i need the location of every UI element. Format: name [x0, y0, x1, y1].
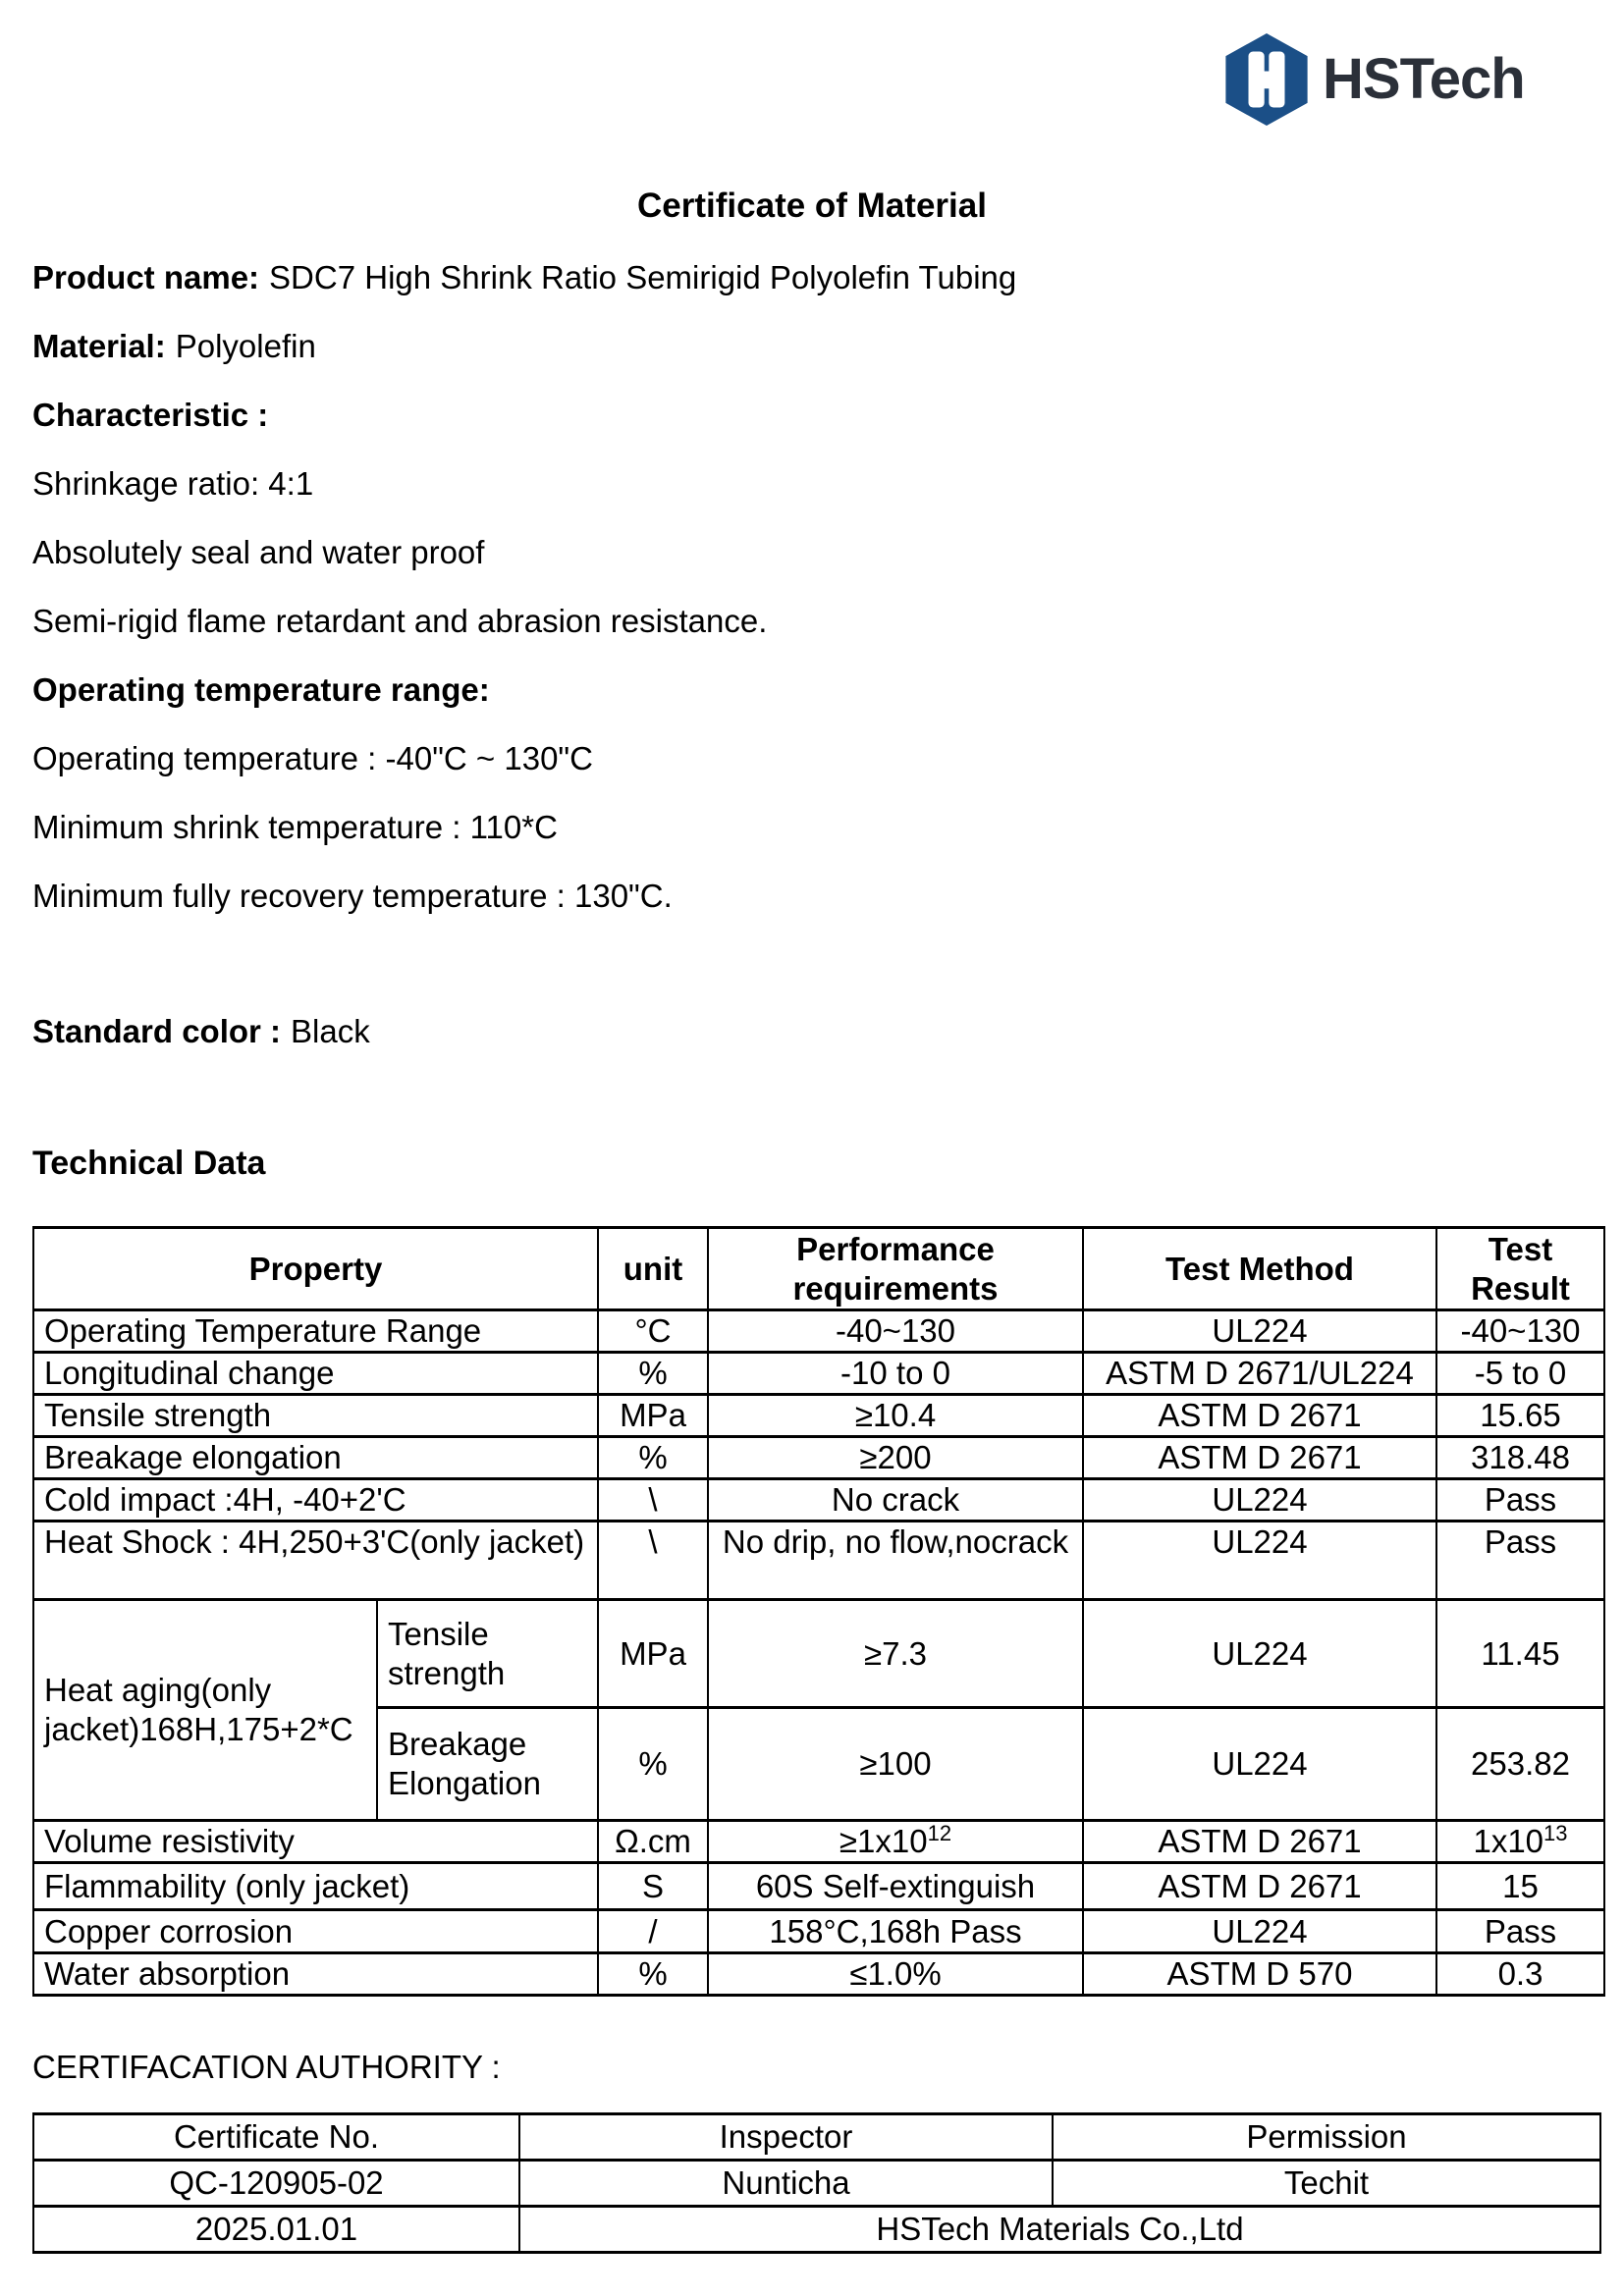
cell-property: Copper corrosion: [33, 1910, 598, 1953]
characteristic-line: Absolutely seal and water proof: [32, 534, 485, 570]
cell-result: [1436, 1821, 1604, 1863]
table-header-row: [33, 1228, 1604, 1310]
cell-requirement: ≥7.3: [708, 1600, 1083, 1708]
cell-result: Pass: [1436, 1479, 1604, 1522]
cell-unit: %: [598, 1708, 708, 1821]
cell-unit: %: [598, 1437, 708, 1479]
cell-method: UL224: [1083, 1522, 1436, 1600]
permission-value: Techit: [1053, 2161, 1600, 2207]
table-row: [33, 1395, 1604, 1437]
cell-result: 11.45: [1436, 1600, 1604, 1708]
hstech-logo: [1220, 31, 1525, 128]
cell-unit: %: [598, 1953, 708, 1996]
cell-requirement: -10 to 0: [708, 1353, 1083, 1395]
cell-subproperty: Breakage Elongation: [377, 1708, 598, 1821]
table-row: [33, 1863, 1604, 1910]
material-label: Material:: [32, 328, 166, 364]
technical-data-heading: Technical Data: [32, 1145, 266, 1182]
characteristic-line: Shrinkage ratio: 4:1: [32, 465, 314, 502]
cell-unit: Ω.cm: [598, 1821, 708, 1863]
cell-subproperty: Tensile strength: [377, 1600, 598, 1708]
cell-requirement: [708, 1821, 1083, 1863]
header-permission: Permission: [1053, 2114, 1600, 2161]
cell-method: ASTM D 2671: [1083, 1863, 1436, 1910]
authority-header-row: [33, 2114, 1600, 2161]
cell-requirement: 60S Self-extinguish: [708, 1863, 1083, 1910]
cell-property: Longitudinal change: [33, 1353, 598, 1395]
cell-unit: MPa: [598, 1600, 708, 1708]
header-result: Test Result: [1436, 1228, 1604, 1310]
operating-temperature-line: Operating temperature : -40"C ~ 130"C: [32, 740, 593, 776]
table-row-heat-aging-tensile: [33, 1600, 1604, 1708]
cell-unit: /: [598, 1910, 708, 1953]
cell-unit: S: [598, 1863, 708, 1910]
requirement-exponent: 12: [927, 1821, 952, 1845]
certification-authority-table: [32, 2112, 1601, 2254]
certificate-title: Certificate of Material: [637, 187, 987, 225]
cell-property: Cold impact :4H, -40+2'C: [33, 1479, 598, 1522]
technical-data-table: [32, 1226, 1605, 1997]
header-inspector: Inspector: [519, 2114, 1053, 2161]
table-row: [33, 1821, 1604, 1863]
minimum-shrink-line: Minimum shrink temperature : 110*C: [32, 809, 558, 845]
cell-result: -40~130: [1436, 1310, 1604, 1353]
certificate-no-value: QC-120905-02: [33, 2161, 519, 2207]
cell-method: ASTM D 2671: [1083, 1821, 1436, 1863]
product-name-label: Product name:: [32, 259, 260, 295]
cell-requirement: ≤1.0%: [708, 1953, 1083, 1996]
cell-method: UL224: [1083, 1479, 1436, 1522]
cell-requirement: ≥100: [708, 1708, 1083, 1821]
cell-unit: \: [598, 1522, 708, 1600]
cell-property: Flammability (only jacket): [33, 1863, 598, 1910]
cell-method: ASTM D 2671: [1083, 1395, 1436, 1437]
cell-unit: MPa: [598, 1395, 708, 1437]
cell-method: ASTM D 570: [1083, 1953, 1436, 1996]
cell-method: ASTM D 2671/UL224: [1083, 1353, 1436, 1395]
table-row: [33, 1310, 1604, 1353]
cell-requirement: -40~130: [708, 1310, 1083, 1353]
logo-brand-text: HSTech: [1323, 47, 1525, 111]
material-line: [32, 329, 1624, 364]
cell-property: Volume resistivity: [33, 1821, 598, 1863]
header-property: Property: [33, 1228, 598, 1310]
standard-color-line: [32, 1014, 1624, 1049]
cell-requirement: ≥200: [708, 1437, 1083, 1479]
cell-unit: °C: [598, 1310, 708, 1353]
product-name-value: SDC7 High Shrink Ratio Semirigid Polyolefin Tubing: [269, 259, 1017, 295]
table-row: [33, 1522, 1604, 1600]
cell-unit: \: [598, 1479, 708, 1522]
header-certificate-no: Certificate No.: [33, 2114, 519, 2161]
cell-requirement: No crack: [708, 1479, 1083, 1522]
cell-method: UL224: [1083, 1310, 1436, 1353]
result-base: 1x10: [1473, 1823, 1544, 1859]
cell-result: Pass: [1436, 1522, 1604, 1600]
certification-authority-heading: CERTIFACATION AUTHORITY :: [32, 2049, 501, 2085]
cell-heat-aging-group: Heat aging(only jacket)168H,175+2*C: [33, 1600, 377, 1821]
authority-company-row: [33, 2207, 1600, 2253]
cell-property: Tensile strength: [33, 1395, 598, 1437]
header-method: Test Method: [1083, 1228, 1436, 1310]
table-row: [33, 1479, 1604, 1522]
cell-requirement: No drip, no flow,nocrack: [708, 1522, 1083, 1600]
cell-method: UL224: [1083, 1600, 1436, 1708]
standard-color-value: Black: [291, 1013, 370, 1049]
header-unit: unit: [598, 1228, 708, 1310]
cell-method: UL224: [1083, 1708, 1436, 1821]
table-row: [33, 1353, 1604, 1395]
product-name-line: [32, 260, 1624, 295]
standard-color-label: Standard color :: [32, 1013, 282, 1049]
cell-result: 15: [1436, 1863, 1604, 1910]
characteristic-heading: Characteristic :: [32, 397, 269, 433]
cell-result: 318.48: [1436, 1437, 1604, 1479]
cell-property: Breakage elongation: [33, 1437, 598, 1479]
material-value: Polyolefin: [175, 328, 316, 364]
table-row: [33, 1437, 1604, 1479]
operating-range-heading: Operating temperature range:: [32, 671, 490, 708]
cell-unit: %: [598, 1353, 708, 1395]
cell-requirement: 158°C,168h Pass: [708, 1910, 1083, 1953]
hexagon-h-logo-icon: [1220, 31, 1313, 128]
result-exponent: 13: [1543, 1821, 1568, 1845]
table-row: [33, 1953, 1604, 1996]
cell-result: 0.3: [1436, 1953, 1604, 1996]
company-name: HSTech Materials Co.,Ltd: [519, 2207, 1600, 2253]
minimum-recovery-line: Minimum fully recovery temperature : 130"C.: [32, 878, 673, 914]
characteristic-line: Semi-rigid flame retardant and abrasion resistance.: [32, 603, 768, 639]
requirement-base: ≥1x10: [839, 1823, 928, 1859]
cell-result: -5 to 0: [1436, 1353, 1604, 1395]
inspector-value: Nunticha: [519, 2161, 1053, 2207]
cell-method: ASTM D 2671: [1083, 1437, 1436, 1479]
cell-property: Operating Temperature Range: [33, 1310, 598, 1353]
cell-requirement: ≥10.4: [708, 1395, 1083, 1437]
cell-method: UL224: [1083, 1910, 1436, 1953]
header-requirements: Performance requirements: [708, 1228, 1083, 1310]
certificate-date: 2025.01.01: [33, 2207, 519, 2253]
cell-result: Pass: [1436, 1910, 1604, 1953]
cell-result: 15.65: [1436, 1395, 1604, 1437]
cell-property: Heat Shock : 4H,250+3'C(only jacket): [33, 1522, 598, 1600]
cell-result: 253.82: [1436, 1708, 1604, 1821]
cell-property: Water absorption: [33, 1953, 598, 1996]
table-row: [33, 1910, 1604, 1953]
authority-values-row: [33, 2161, 1600, 2207]
